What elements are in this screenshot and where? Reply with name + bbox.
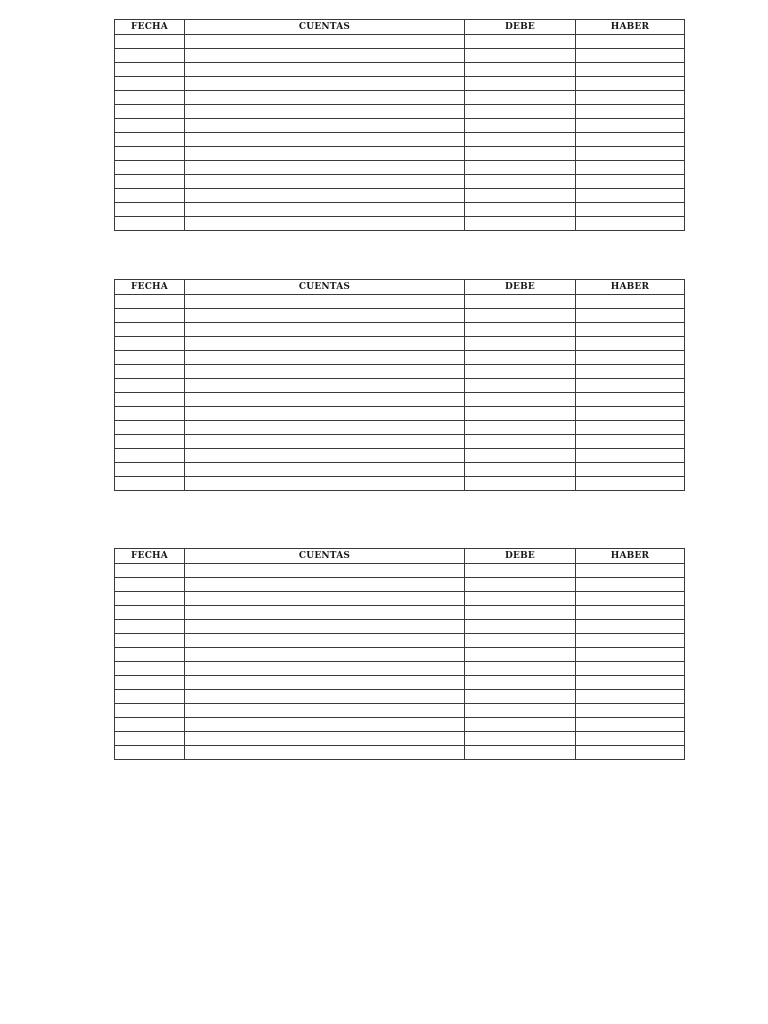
debe-cell <box>465 449 576 463</box>
debe-cell <box>465 718 576 732</box>
table-row <box>115 295 685 309</box>
fecha-cell <box>115 564 185 578</box>
debe-cell <box>465 379 576 393</box>
haber-cell <box>576 309 685 323</box>
table-row <box>115 49 685 63</box>
cuentas-cell <box>185 463 465 477</box>
header-haber: HABER <box>576 280 685 295</box>
cuentas-cell <box>185 217 465 231</box>
header-cuentas: CUENTAS <box>185 20 465 35</box>
table-row <box>115 189 685 203</box>
fecha-cell <box>115 147 185 161</box>
fecha-cell <box>115 63 185 77</box>
cuentas-cell <box>185 203 465 217</box>
fecha-cell <box>115 449 185 463</box>
header-cuentas: CUENTAS <box>185 549 465 564</box>
fecha-cell <box>115 634 185 648</box>
haber-cell <box>576 477 685 491</box>
debe-cell <box>465 309 576 323</box>
debe-cell <box>465 91 576 105</box>
cuentas-cell <box>185 147 465 161</box>
fecha-cell <box>115 49 185 63</box>
debe-cell <box>465 105 576 119</box>
debe-cell <box>465 161 576 175</box>
debe-cell <box>465 592 576 606</box>
fecha-cell <box>115 690 185 704</box>
table-row <box>115 578 685 592</box>
haber-cell <box>576 421 685 435</box>
table-row <box>115 676 685 690</box>
debe-cell <box>465 407 576 421</box>
cuentas-cell <box>185 746 465 760</box>
fecha-cell <box>115 133 185 147</box>
debe-cell <box>465 704 576 718</box>
table-row <box>115 592 685 606</box>
fecha-cell <box>115 648 185 662</box>
table-row <box>115 477 685 491</box>
fecha-cell <box>115 175 185 189</box>
fecha-cell <box>115 161 185 175</box>
debe-cell <box>465 147 576 161</box>
cuentas-cell <box>185 91 465 105</box>
fecha-cell <box>115 746 185 760</box>
table-row <box>115 435 685 449</box>
journal-table-3 <box>114 548 685 760</box>
cuentas-cell <box>185 662 465 676</box>
table-row <box>115 606 685 620</box>
debe-cell <box>465 365 576 379</box>
cuentas-cell <box>185 379 465 393</box>
fecha-cell <box>115 323 185 337</box>
fecha-cell <box>115 606 185 620</box>
fecha-cell <box>115 477 185 491</box>
table-row <box>115 620 685 634</box>
journal-table-1 <box>114 19 685 231</box>
cuentas-cell <box>185 592 465 606</box>
haber-cell <box>576 119 685 133</box>
table-body <box>115 35 685 231</box>
cuentas-cell <box>185 421 465 435</box>
debe-cell <box>465 175 576 189</box>
cuentas-cell <box>185 435 465 449</box>
table-row <box>115 662 685 676</box>
haber-cell <box>576 592 685 606</box>
cuentas-cell <box>185 393 465 407</box>
debe-cell <box>465 620 576 634</box>
header-haber: HABER <box>576 20 685 35</box>
fecha-cell <box>115 105 185 119</box>
header-fecha: FECHA <box>115 280 185 295</box>
journal-table-2 <box>114 279 685 491</box>
table-row <box>115 648 685 662</box>
cuentas-cell <box>185 309 465 323</box>
haber-cell <box>576 648 685 662</box>
debe-cell <box>465 133 576 147</box>
cuentas-cell <box>185 704 465 718</box>
haber-cell <box>576 606 685 620</box>
haber-cell <box>576 690 685 704</box>
table-row <box>115 217 685 231</box>
fecha-cell <box>115 77 185 91</box>
haber-cell <box>576 133 685 147</box>
table-row <box>115 421 685 435</box>
table-row <box>115 732 685 746</box>
cuentas-cell <box>185 295 465 309</box>
haber-cell <box>576 578 685 592</box>
table-row <box>115 746 685 760</box>
cuentas-cell <box>185 175 465 189</box>
haber-cell <box>576 175 685 189</box>
fecha-cell <box>115 718 185 732</box>
header-fecha: FECHA <box>115 20 185 35</box>
fecha-cell <box>115 662 185 676</box>
debe-cell <box>465 189 576 203</box>
debe-cell <box>465 337 576 351</box>
cuentas-cell <box>185 35 465 49</box>
fecha-cell <box>115 189 185 203</box>
table-row <box>115 351 685 365</box>
table-body <box>115 295 685 491</box>
haber-cell <box>576 704 685 718</box>
fecha-cell <box>115 393 185 407</box>
cuentas-cell <box>185 578 465 592</box>
cuentas-cell <box>185 634 465 648</box>
debe-cell <box>465 648 576 662</box>
header-row <box>115 549 685 564</box>
fecha-cell <box>115 309 185 323</box>
haber-cell <box>576 435 685 449</box>
haber-cell <box>576 351 685 365</box>
fecha-cell <box>115 435 185 449</box>
cuentas-cell <box>185 119 465 133</box>
cuentas-cell <box>185 323 465 337</box>
cuentas-cell <box>185 189 465 203</box>
fecha-cell <box>115 337 185 351</box>
debe-cell <box>465 634 576 648</box>
fecha-cell <box>115 704 185 718</box>
table-row <box>115 161 685 175</box>
haber-cell <box>576 49 685 63</box>
cuentas-cell <box>185 620 465 634</box>
haber-cell <box>576 393 685 407</box>
table-row <box>115 91 685 105</box>
debe-cell <box>465 393 576 407</box>
debe-cell <box>465 463 576 477</box>
cuentas-cell <box>185 337 465 351</box>
header-debe: DEBE <box>465 20 576 35</box>
debe-cell <box>465 119 576 133</box>
table-row <box>115 309 685 323</box>
cuentas-cell <box>185 676 465 690</box>
cuentas-cell <box>185 49 465 63</box>
fecha-cell <box>115 676 185 690</box>
cuentas-cell <box>185 77 465 91</box>
haber-cell <box>576 161 685 175</box>
haber-cell <box>576 35 685 49</box>
table-row <box>115 407 685 421</box>
haber-cell <box>576 323 685 337</box>
haber-cell <box>576 718 685 732</box>
cuentas-cell <box>185 407 465 421</box>
debe-cell <box>465 662 576 676</box>
header-cuentas: CUENTAS <box>185 280 465 295</box>
cuentas-cell <box>185 351 465 365</box>
haber-cell <box>576 449 685 463</box>
haber-cell <box>576 564 685 578</box>
debe-cell <box>465 63 576 77</box>
fecha-cell <box>115 379 185 393</box>
header-row <box>115 280 685 295</box>
debe-cell <box>465 217 576 231</box>
table-row <box>115 564 685 578</box>
haber-cell <box>576 105 685 119</box>
fecha-cell <box>115 407 185 421</box>
haber-cell <box>576 217 685 231</box>
fecha-cell <box>115 351 185 365</box>
debe-cell <box>465 676 576 690</box>
debe-cell <box>465 746 576 760</box>
haber-cell <box>576 463 685 477</box>
debe-cell <box>465 323 576 337</box>
fecha-cell <box>115 203 185 217</box>
fecha-cell <box>115 732 185 746</box>
table-row <box>115 365 685 379</box>
table-row <box>115 634 685 648</box>
fecha-cell <box>115 421 185 435</box>
table-row <box>115 147 685 161</box>
debe-cell <box>465 578 576 592</box>
fecha-cell <box>115 119 185 133</box>
debe-cell <box>465 435 576 449</box>
haber-cell <box>576 365 685 379</box>
haber-cell <box>576 203 685 217</box>
cuentas-cell <box>185 133 465 147</box>
fecha-cell <box>115 365 185 379</box>
cuentas-cell <box>185 365 465 379</box>
cuentas-cell <box>185 449 465 463</box>
cuentas-cell <box>185 564 465 578</box>
table-body <box>115 564 685 760</box>
debe-cell <box>465 564 576 578</box>
cuentas-cell <box>185 718 465 732</box>
fecha-cell <box>115 91 185 105</box>
haber-cell <box>576 662 685 676</box>
cuentas-cell <box>185 606 465 620</box>
table-row <box>115 379 685 393</box>
cuentas-cell <box>185 161 465 175</box>
debe-cell <box>465 477 576 491</box>
header-fecha: FECHA <box>115 549 185 564</box>
haber-cell <box>576 676 685 690</box>
debe-cell <box>465 421 576 435</box>
table-row <box>115 133 685 147</box>
fecha-cell <box>115 592 185 606</box>
haber-cell <box>576 295 685 309</box>
haber-cell <box>576 147 685 161</box>
table-row <box>115 35 685 49</box>
cuentas-cell <box>185 690 465 704</box>
fecha-cell <box>115 463 185 477</box>
header-row <box>115 20 685 35</box>
header-debe: DEBE <box>465 280 576 295</box>
table-row <box>115 323 685 337</box>
haber-cell <box>576 732 685 746</box>
table-row <box>115 718 685 732</box>
haber-cell <box>576 189 685 203</box>
cuentas-cell <box>185 105 465 119</box>
table-row <box>115 337 685 351</box>
fecha-cell <box>115 620 185 634</box>
debe-cell <box>465 690 576 704</box>
table-row <box>115 119 685 133</box>
table-row <box>115 175 685 189</box>
cuentas-cell <box>185 732 465 746</box>
fecha-cell <box>115 295 185 309</box>
table-row <box>115 77 685 91</box>
fecha-cell <box>115 578 185 592</box>
debe-cell <box>465 732 576 746</box>
table-row <box>115 63 685 77</box>
haber-cell <box>576 746 685 760</box>
cuentas-cell <box>185 477 465 491</box>
debe-cell <box>465 606 576 620</box>
haber-cell <box>576 63 685 77</box>
table-row <box>115 393 685 407</box>
debe-cell <box>465 35 576 49</box>
header-haber: HABER <box>576 549 685 564</box>
table-row <box>115 463 685 477</box>
debe-cell <box>465 49 576 63</box>
debe-cell <box>465 77 576 91</box>
haber-cell <box>576 620 685 634</box>
debe-cell <box>465 295 576 309</box>
haber-cell <box>576 634 685 648</box>
debe-cell <box>465 351 576 365</box>
header-debe: DEBE <box>465 549 576 564</box>
table-row <box>115 105 685 119</box>
haber-cell <box>576 379 685 393</box>
haber-cell <box>576 77 685 91</box>
table-row <box>115 449 685 463</box>
cuentas-cell <box>185 648 465 662</box>
haber-cell <box>576 91 685 105</box>
haber-cell <box>576 337 685 351</box>
table-row <box>115 704 685 718</box>
table-row <box>115 690 685 704</box>
cuentas-cell <box>185 63 465 77</box>
fecha-cell <box>115 217 185 231</box>
debe-cell <box>465 203 576 217</box>
table-row <box>115 203 685 217</box>
haber-cell <box>576 407 685 421</box>
fecha-cell <box>115 35 185 49</box>
